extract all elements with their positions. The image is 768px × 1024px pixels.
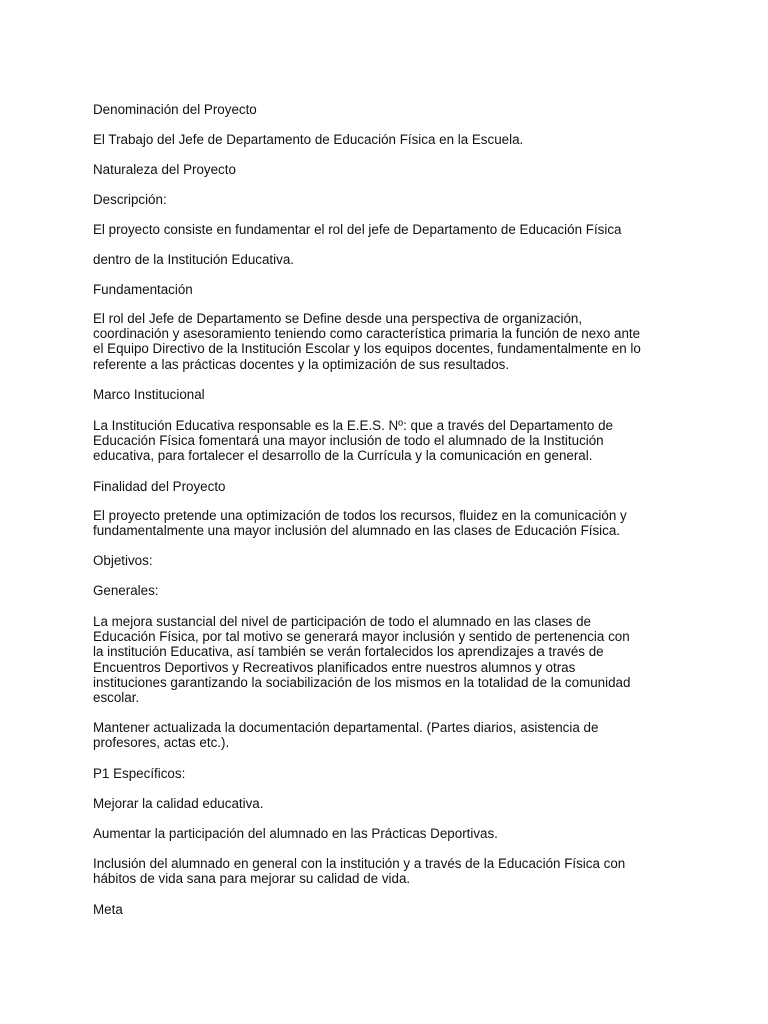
paragraph-line: El rol del Jefe de Departamento se Define desde una perspectiva de organización, <box>93 311 583 326</box>
heading-especificos: P1 Específicos: <box>93 766 186 781</box>
heading-naturaleza: Naturaleza del Proyecto <box>93 162 236 177</box>
document-page <box>93 0 693 1024</box>
heading-objetivos: Objetivos: <box>93 553 153 568</box>
heading-denominacion: Denominación del Proyecto <box>93 102 257 117</box>
generales-paragraph-2 <box>93 720 693 750</box>
paragraph-line: fundamentalmente una mayor inclusión del alumnado en las clases de Educación Física. <box>93 523 621 539</box>
especifico-item-3 <box>93 856 693 886</box>
paragraph-line: referente a las prácticas docentes y la optimización de sus resultados. <box>93 356 510 372</box>
heading-fundamentacion: Fundamentación <box>93 282 193 297</box>
paragraph-line: hábitos de vida sana para mejorar su calidad de vida. <box>93 871 411 887</box>
paragraph-line: Encuentros Deportivos y Recreativos planificados entre nuestros alumnos y otras <box>93 659 576 675</box>
finalidad-paragraph <box>93 508 693 538</box>
paragraph-line: educativa, para fortalecer el desarrollo de la Currícula y la comunicación en general. <box>93 448 593 464</box>
paragraph-line: La Institución Educativa responsable es la E.E.S. Nº: que a través del Departamento de <box>93 418 613 433</box>
paragraph-line: Educación Física, por tal motivo se generará mayor inclusión y sentido de pertenencia con <box>93 629 630 645</box>
paragraph-line: profesores, actas etc.). <box>93 735 230 751</box>
paragraph-line: instituciones garantizando la sociabilización de los mismos en la totalidad de la comunidad <box>93 674 631 690</box>
descripcion-paragraph-1: El proyecto consiste en fundamentar el rol del jefe de Departamento de Educación Física <box>93 222 622 237</box>
heading-marco-institucional: Marco Institucional <box>93 387 205 402</box>
paragraph-line: Mantener actualizada la documentación departamental. (Partes diarios, asistencia de <box>93 720 599 735</box>
fundamentacion-paragraph <box>93 311 693 372</box>
generales-paragraph-1 <box>93 614 693 705</box>
heading-meta: Meta <box>93 902 123 917</box>
paragraph-line: escolar. <box>93 690 140 706</box>
paragraph-line: coordinación y asesoramiento teniendo como característica primaria la función de nexo ante <box>93 326 641 342</box>
project-title: El Trabajo del Jefe de Departamento de Educación Física en la Escuela. <box>93 132 524 147</box>
heading-finalidad: Finalidad del Proyecto <box>93 479 226 494</box>
paragraph-line: Inclusión del alumnado en general con la institución y a través de la Educación Física con <box>93 856 626 871</box>
paragraph-line: la institución Educativa, así también se verán fortalecidos los aprendizajes a través de <box>93 644 604 660</box>
marco-paragraph <box>93 418 693 464</box>
paragraph-line: Educación Física fomentará una mayor inclusión de todo el alumnado de la Institución <box>93 433 604 449</box>
heading-descripcion: Descripción: <box>93 192 167 207</box>
heading-generales: Generales: <box>93 583 159 598</box>
especifico-item-2: Aumentar la participación del alumnado en las Prácticas Deportivas. <box>93 826 498 841</box>
paragraph-line: el Equipo Directivo de la Institución Escolar y los equipos docentes, fundamentalmente en lo <box>93 341 641 357</box>
paragraph-line: La mejora sustancial del nivel de participación de todo el alumnado en las clases de <box>93 614 591 629</box>
descripcion-paragraph-2: dentro de la Institución Educativa. <box>93 252 294 267</box>
paragraph-line: El proyecto pretende una optimización de todos los recursos, fluidez en la comunicación y <box>93 508 627 523</box>
especifico-item-1: Mejorar la calidad educativa. <box>93 796 264 811</box>
